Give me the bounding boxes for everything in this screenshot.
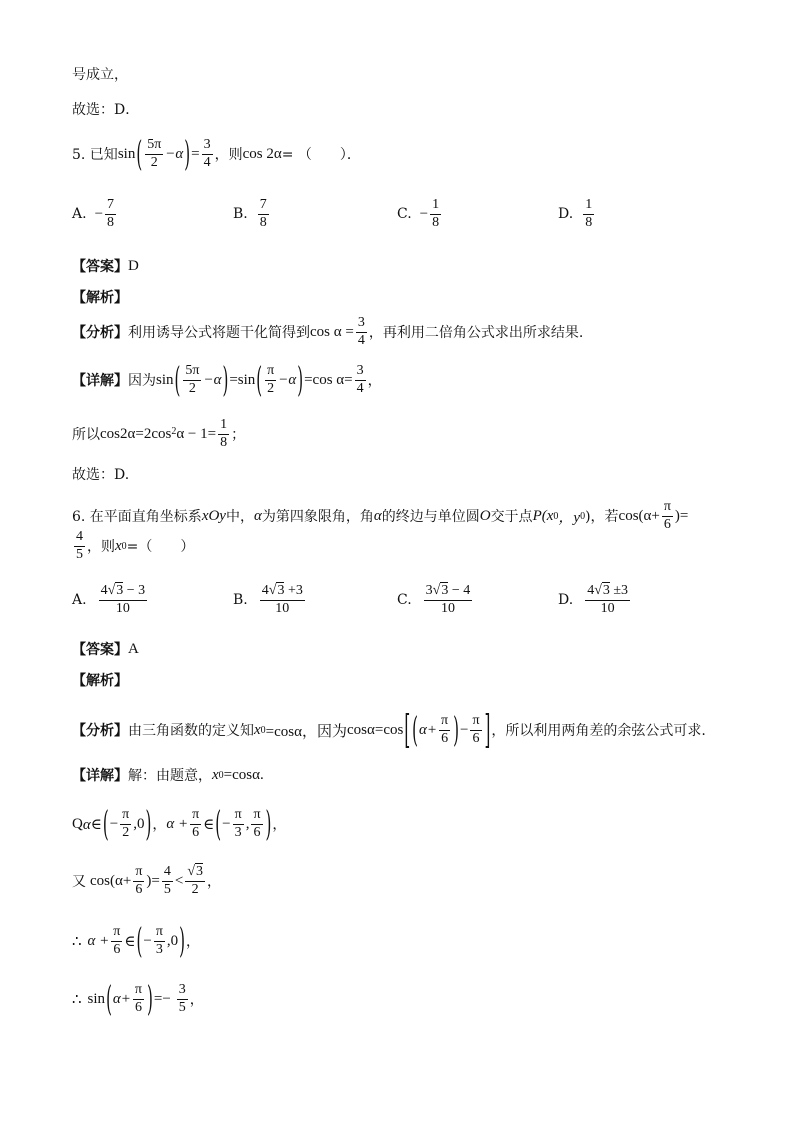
paren-close: )	[297, 359, 304, 401]
fenxi-text: 由三角函数的定义知	[128, 723, 254, 740]
option-label: D.	[558, 206, 574, 223]
fraction: $\frac{\pi}{6}$	[253, 807, 261, 840]
punct: ，	[152, 817, 167, 834]
in: ∈	[203, 816, 215, 833]
subscript: 0	[553, 510, 559, 522]
fraction: $\frac{7}{8}$	[259, 197, 267, 230]
xiangjie-tag: 【详解】	[72, 373, 128, 390]
q6-answer	[72, 639, 139, 659]
q5-analysis-heading	[72, 287, 128, 307]
in: ∈	[124, 933, 136, 950]
fraction: $\frac{\pi}{6}$	[472, 713, 480, 746]
alpha-plus: α +	[166, 815, 189, 832]
q5-number: 5. 已知	[72, 147, 118, 164]
minus: −	[459, 721, 469, 738]
subscript: 0	[218, 769, 224, 781]
q6-option-a[interactable]	[72, 584, 149, 616]
q6-tail: =（ ）	[126, 539, 195, 556]
x0: x	[115, 537, 122, 554]
punct: ，	[186, 934, 200, 951]
paren-close: )	[222, 359, 229, 401]
fraction: $\frac{\pi}{6}$	[192, 807, 200, 840]
fraction: $\frac{4}{5}$	[163, 864, 171, 897]
paren-open: (	[174, 359, 181, 401]
text-line-choose	[72, 99, 139, 119]
text-line-continuation	[72, 64, 128, 84]
fraction: $\frac{\pi}{6}$	[663, 499, 671, 532]
paren-open: (	[136, 133, 143, 175]
therefore: ∴	[72, 933, 82, 950]
sin: sin	[156, 371, 174, 388]
fenxi-text-2: ，再利用二倍角公式求出所求结果.	[368, 325, 584, 342]
paren-open: (	[256, 359, 263, 401]
alpha-plus: α+	[419, 721, 438, 738]
paren-close: )	[147, 978, 153, 1020]
punct: ，	[367, 373, 382, 390]
cos-expr: cos(α+	[90, 872, 132, 889]
eq: )=	[146, 872, 160, 889]
q6-stem-line2	[72, 530, 194, 562]
fraction: $\frac{3}{4}$	[357, 315, 365, 348]
fraction: $\frac{4√3 +3}{10}$	[261, 583, 303, 616]
q5-answer	[72, 256, 139, 276]
fraction: $\frac{5\pi}{2}$	[185, 363, 200, 396]
you-text: 又	[72, 874, 86, 891]
eq-neg: =−	[153, 990, 171, 1007]
eq-sin: =sin	[229, 371, 256, 388]
so-text: 所以	[72, 427, 100, 444]
fraction: $\frac{3}{5}$	[178, 982, 186, 1015]
fraction: $\frac{\pi}{6}$	[135, 864, 143, 897]
q6-text: 中，	[225, 509, 254, 526]
option-label: B.	[233, 206, 248, 223]
q5-stem	[72, 133, 361, 175]
cos2-expr: cos2α=2cos	[100, 425, 172, 442]
q5-option-b[interactable]	[233, 198, 271, 230]
fraction: $\frac{7}{8}$	[107, 197, 115, 230]
alpha: α	[253, 507, 262, 524]
fenxi-text: =cosα，因为	[265, 723, 347, 740]
fraction: $\frac{√3}{2}$	[187, 864, 204, 897]
subscript: 0	[580, 510, 586, 522]
cos-alpha-eq: cos α =	[310, 323, 354, 340]
q5-choose	[72, 464, 129, 484]
q5-option-c[interactable]: C. − $\frac{1}{8}$	[397, 197, 440, 230]
therefore: ∴	[72, 991, 82, 1008]
q5-frac-3-4: $\frac{3}{4}$	[203, 137, 211, 170]
q6-analysis-heading	[72, 670, 128, 690]
q5-cos2a: cos 2α	[242, 145, 282, 162]
paren-close: )	[453, 709, 459, 751]
because-text: 因为	[128, 373, 156, 390]
lt: <	[174, 872, 184, 889]
q5-option-d[interactable]	[558, 198, 596, 230]
fraction: $\frac{\pi}{3}$	[155, 924, 163, 957]
fenxi-text: 利用诱导公式将题干化简得到	[128, 325, 310, 342]
fraction: $\frac{\pi}{2}$	[267, 363, 275, 396]
paren-open: (	[215, 803, 222, 845]
q6-text: 的终边与单位圆	[381, 509, 480, 526]
option-label: A.	[72, 206, 87, 223]
fraction: $\frac{1}{8}$	[585, 197, 593, 230]
q6-option-c[interactable]	[397, 584, 474, 616]
choose-text: 故选：D．	[72, 102, 140, 118]
xiangjie-text: 解：由题意，	[128, 768, 212, 784]
neg: −	[222, 815, 231, 832]
continuation-text: 号成立，	[72, 67, 128, 83]
superscript: 2	[171, 426, 177, 437]
fraction: $\frac{3}{4}$	[356, 363, 364, 396]
fraction: $\frac{4}{5}$	[76, 529, 83, 562]
bracket-open: [	[404, 706, 411, 754]
paren-close: )	[265, 803, 272, 845]
answer-value: D	[128, 257, 139, 274]
punct: ；	[231, 427, 246, 444]
because-symbol: Q	[72, 815, 83, 832]
paren-close: )	[145, 803, 152, 845]
q6-step2	[72, 865, 221, 897]
q5-minus-alpha: −α	[165, 145, 184, 162]
paren-open: (	[136, 920, 143, 962]
x0: x	[212, 766, 219, 783]
q6-text: ，则	[87, 539, 115, 556]
xiangjie-text: =cosα.	[223, 766, 264, 783]
alpha: α	[373, 507, 382, 524]
paren-close: )	[179, 920, 185, 962]
fenxi-text-3: ，所以利用两角差的余弦公式可求.	[491, 723, 706, 740]
fraction: $\frac{\pi}{3}$	[234, 807, 242, 840]
y-coord: ，y	[558, 509, 581, 526]
zero: ,0	[133, 815, 145, 832]
fraction: $\frac{4√3 - 3}{10}$	[100, 583, 146, 616]
sin: sin	[87, 990, 106, 1007]
answer-value: A	[128, 640, 139, 657]
q5-then: ，则	[214, 147, 243, 164]
fraction: $\frac{1}{8}$	[220, 417, 228, 450]
analysis-tag: 【解析】	[72, 290, 128, 306]
point-p: P(x	[532, 507, 554, 524]
q6-fenxi	[72, 706, 706, 754]
paren-close: )	[184, 133, 191, 175]
q6-option-d[interactable]	[558, 584, 632, 616]
eq-cos: =cos α=	[304, 371, 353, 388]
analysis-tag: 【解析】	[72, 673, 128, 689]
punct: ，	[207, 874, 222, 891]
q6-step4	[72, 978, 204, 1020]
minus-alpha: −α	[278, 371, 297, 388]
subscript: 0	[121, 540, 127, 552]
bracket-close: ]	[484, 706, 491, 754]
neg: −	[109, 815, 119, 832]
cos-expr: cos(α+	[618, 507, 660, 524]
point-o: O	[479, 507, 491, 524]
zero: ,0	[166, 932, 179, 949]
paren-open: (	[412, 709, 419, 751]
option-label: A.	[72, 592, 87, 609]
q5-sin: sin	[117, 145, 136, 162]
alpha-plus: α +	[87, 932, 110, 949]
answer-tag: 【答案】	[72, 642, 128, 658]
answer-tag: 【答案】	[72, 259, 128, 275]
fraction: $\frac{4√3 \pm 3}{10}$	[587, 583, 629, 616]
paren-open: (	[106, 978, 112, 1020]
subscript: 0	[260, 724, 266, 736]
fraction: $\frac{\pi}{6}$	[113, 924, 121, 957]
q5-so	[72, 418, 245, 450]
q6-stem-line1	[72, 500, 688, 532]
sep: ,	[245, 815, 250, 832]
paren-open: (	[102, 803, 109, 845]
fraction: $\frac{\pi}{6}$	[441, 713, 449, 746]
fraction: $\frac{1}{8}$	[432, 197, 440, 230]
option-label: B.	[233, 592, 248, 609]
cos-expr: cosα=cos	[347, 721, 404, 738]
q6-text: )，若	[585, 509, 619, 526]
q6-option-b[interactable]	[233, 584, 307, 616]
q5-tail: = （ ）．	[281, 147, 361, 164]
q6-xiangjie	[72, 765, 264, 785]
x0: x	[254, 721, 261, 738]
q6-step3	[72, 920, 200, 962]
q5-option-a[interactable]: A. − $\frac{7}{8}$	[72, 197, 115, 230]
minus-alpha: −α	[203, 371, 222, 388]
option-label: C.	[397, 592, 412, 609]
eq: )=	[674, 507, 689, 524]
alpha-in: α∈	[82, 816, 102, 833]
q5-frac-5pi-2: $\frac{5\pi}{2}$	[147, 137, 162, 170]
punct: ，	[272, 817, 287, 834]
q5-xiangjie	[72, 359, 382, 401]
q5-fenxi	[72, 316, 583, 348]
choose-text: 故选：D.	[72, 467, 130, 483]
alpha-plus: α+	[112, 990, 131, 1007]
q6-step1	[72, 803, 287, 845]
xoy: xOy	[201, 507, 226, 524]
cos2-expr-2: α − 1=	[176, 425, 217, 442]
fraction: $\frac{\pi}{2}$	[122, 807, 130, 840]
option-label: C.	[397, 206, 412, 223]
option-label: D.	[558, 592, 574, 609]
q6-text: 交于点	[490, 509, 533, 526]
q5-eq: =	[191, 145, 200, 162]
fenxi-tag: 【分析】	[72, 325, 128, 342]
xiangjie-tag: 【详解】	[72, 768, 128, 784]
neg: −	[143, 932, 152, 949]
fraction: $\frac{\pi}{6}$	[134, 982, 142, 1015]
q6-text: 6. 在平面直角坐标系	[72, 509, 202, 526]
punct: ，	[189, 992, 204, 1009]
fenxi-tag: 【分析】	[72, 723, 128, 740]
q6-text: 为第四象限角，角	[261, 509, 374, 526]
fraction: $\frac{3√3 - 4}{10}$	[425, 583, 471, 616]
